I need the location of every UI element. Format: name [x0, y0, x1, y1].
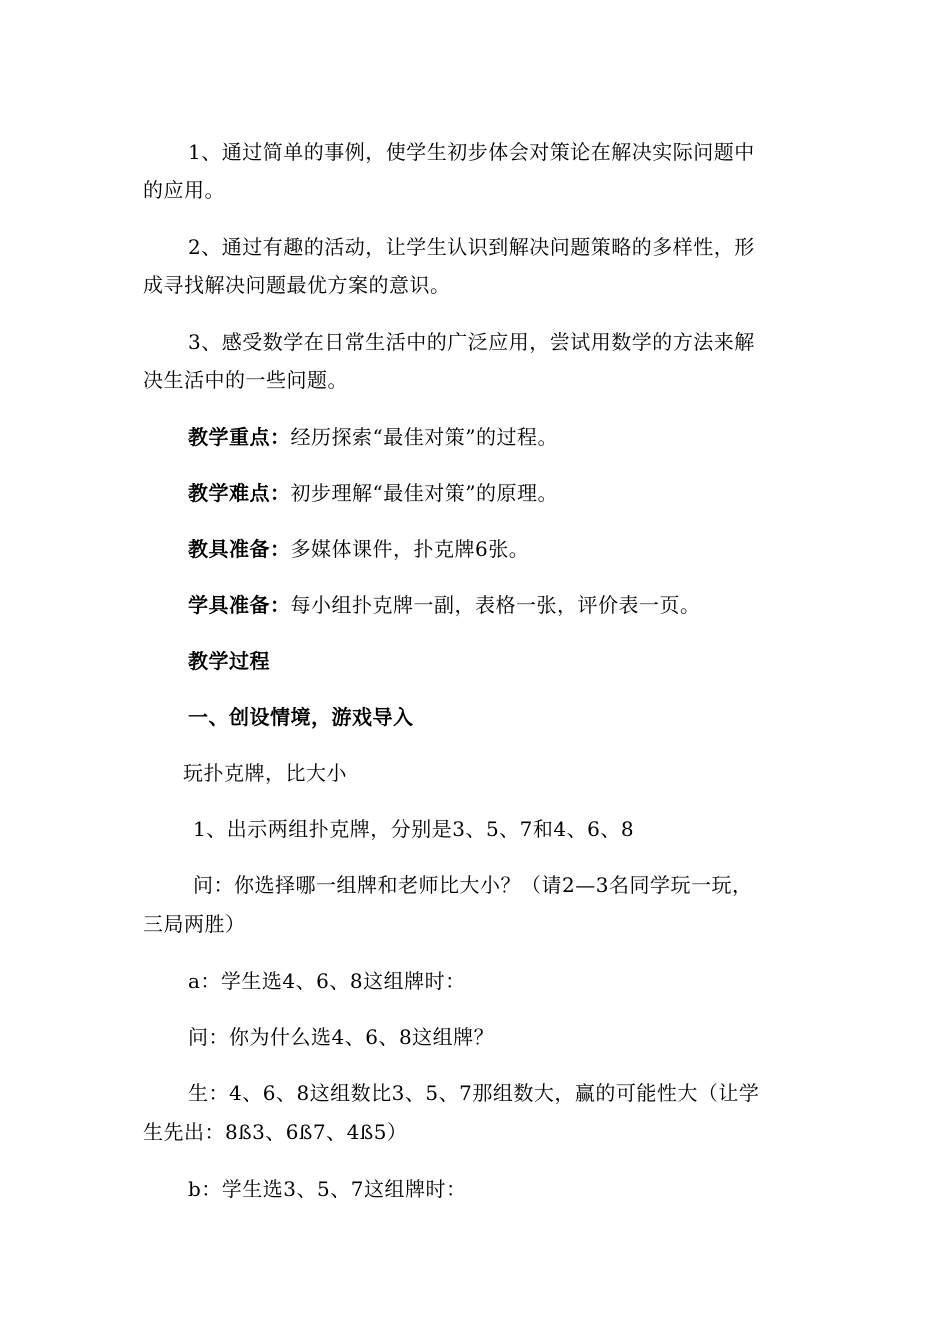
case-b: b：学生选3、5、7这组牌时： — [188, 1177, 467, 1201]
objective-3-line-1: 3、感受数学在日常生活中的广泛应用，尝试用数学的方法来解 — [188, 330, 755, 354]
objective-2-line-2: 成寻找解决问题最优方案的意识。 — [143, 273, 451, 297]
answer-line-1: 生：4、6、8这组数比3、5、7那组数大，赢的可能性大（让学 — [188, 1081, 760, 1105]
teacher-materials — [188, 535, 529, 563]
student-materials — [188, 591, 701, 619]
objective-3-line-2: 决生活中的一些问题。 — [143, 368, 348, 392]
key-points-text: 经历探索“最佳对策”的过程。 — [290, 425, 558, 449]
key-points-label: 教学重点： — [188, 425, 291, 449]
objective-1-line-2: 的应用。 — [143, 178, 225, 202]
student-materials-text: 每小组扑克牌一副，表格一张，评价表一页。 — [290, 593, 701, 617]
student-materials-label: 学具准备： — [188, 593, 291, 617]
process-heading: 教学过程 — [188, 649, 270, 673]
question-2: 问：你为什么选4、6、8这组牌？ — [188, 1025, 495, 1049]
step-1: 1、出示两组扑克牌，分别是3、5、7和4、6、8 — [193, 817, 635, 841]
teacher-materials-text: 多媒体课件，扑克牌6张。 — [290, 537, 530, 561]
answer-line-2: 生先出：8ß3、6ß7、4ß5） — [143, 1120, 408, 1144]
question-1-line-1: 问：你选择哪一组牌和老师比大小？（请2—3名同学玩一玩， — [193, 873, 753, 897]
teacher-materials-label: 教具准备： — [188, 537, 291, 561]
objective-2-line-1: 2、通过有趣的活动，让学生认识到解决问题策略的多样性，形 — [188, 235, 755, 259]
objective-1-line-1: 1、通过简单的事例，使学生初步体会对策论在解决实际问题中 — [188, 140, 755, 164]
difficult-points — [188, 479, 558, 507]
section-1-heading: 一、创设情境，游戏导入 — [188, 705, 414, 729]
case-a: a：学生选4、6、8这组牌时： — [188, 969, 466, 993]
game-title: 玩扑克牌，比大小 — [183, 761, 347, 785]
key-points — [188, 423, 558, 451]
question-1-line-2: 三局两胜） — [143, 912, 246, 936]
difficult-points-text: 初步理解“最佳对策”的原理。 — [290, 481, 558, 505]
difficult-points-label: 教学难点： — [188, 481, 291, 505]
